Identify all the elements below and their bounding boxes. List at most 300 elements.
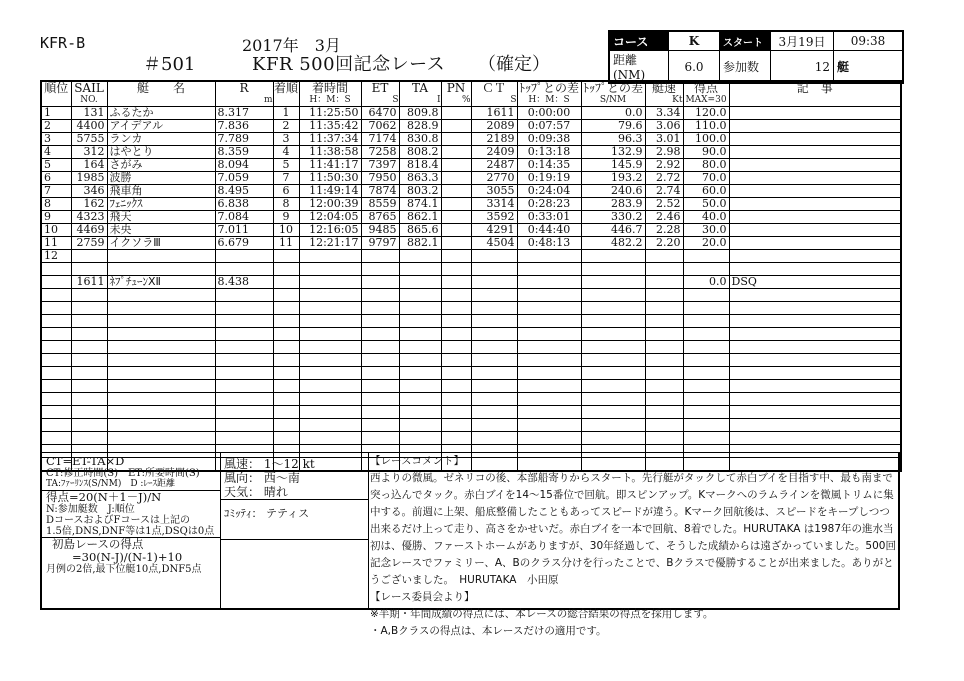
cell-pn: [441, 211, 471, 224]
cell-note: [729, 406, 901, 419]
cell-sail: [71, 341, 107, 354]
cell-rank: [41, 289, 71, 302]
cell-r: [215, 354, 273, 367]
cell-score: [683, 263, 729, 276]
cell-sail: 1985: [71, 172, 107, 185]
cell-sail: 312: [71, 146, 107, 159]
table-row: [41, 419, 901, 432]
cell-et: 7258: [361, 146, 399, 159]
cell-diff-snm: [581, 380, 645, 393]
cell-speed: [645, 354, 683, 367]
cell-diff-hms: [517, 393, 581, 406]
cell-name: 波勝: [107, 172, 215, 185]
fleet-code: KFR-B: [40, 34, 86, 52]
cell-ta: 818.4: [399, 159, 441, 172]
cell-ct: 2409: [471, 146, 517, 159]
weather-value: 晴れ: [263, 485, 288, 499]
committee-row: [224, 505, 309, 521]
table-row: [41, 224, 901, 237]
cell-speed: 3.06: [645, 120, 683, 133]
cell-name: イクソラⅢ: [107, 237, 215, 250]
cell-note: [729, 120, 901, 133]
cell-diff-hms: [517, 419, 581, 432]
cell-r: 7.084: [215, 211, 273, 224]
cell-sail: 5755: [71, 133, 107, 146]
cell-note: [729, 107, 901, 120]
cell-score: 20.0: [683, 237, 729, 250]
cell-et: [361, 250, 399, 263]
cell-speed: [645, 393, 683, 406]
cell-sail: [71, 419, 107, 432]
cell-score: [683, 315, 729, 328]
cell-diff-snm: 446.7: [581, 224, 645, 237]
committee-note: ※半期・年間成績の得点には、本レースの総合結果の得点を採用します。: [370, 608, 714, 620]
cell-finish: [299, 406, 361, 419]
cell-speed: [645, 367, 683, 380]
table-row: [41, 159, 901, 172]
comment-heading: 【レースコメント】: [370, 455, 464, 467]
column-header: 記 事: [729, 81, 901, 94]
cell-pn: [441, 419, 471, 432]
column-header: S/NM: [581, 94, 645, 107]
cell-order: [273, 341, 299, 354]
cell-rank: [41, 432, 71, 445]
cell-diff-hms: 0:48:13: [517, 237, 581, 250]
cell-speed: 2.28: [645, 224, 683, 237]
cell-et: 9485: [361, 224, 399, 237]
column-header: ﾄｯﾌﾟとの差: [582, 81, 643, 95]
cell-ct: [471, 380, 517, 393]
cell-name: はやとり: [107, 146, 215, 159]
column-header: H：M：S: [517, 94, 581, 107]
cell-name: アイデアル: [107, 120, 215, 133]
cell-ta: 828.9: [399, 120, 441, 133]
cell-note: [729, 315, 901, 328]
cell-note: [729, 341, 901, 354]
cell-finish: [299, 367, 361, 380]
cell-speed: [645, 419, 683, 432]
cell-et: [361, 276, 399, 289]
cell-rank: [41, 406, 71, 419]
cell-diff-hms: 0:14:35: [517, 159, 581, 172]
cell-ct: [471, 432, 517, 445]
cell-diff-hms: [517, 315, 581, 328]
legend-course-rule: DコースおよびFコースは上記の: [46, 515, 190, 526]
cell-ct: 2189: [471, 133, 517, 146]
cell-name: 飛天: [107, 211, 215, 224]
cell-speed: [645, 263, 683, 276]
cell-order: [273, 263, 299, 276]
cell-sail: [71, 367, 107, 380]
cell-order: 6: [273, 185, 299, 198]
cell-finish: 11:25:50: [299, 107, 361, 120]
cell-speed: 3.34: [645, 107, 683, 120]
table-row: [41, 185, 901, 198]
table-row: [41, 393, 901, 406]
cell-diff-snm: [581, 328, 645, 341]
cell-sail: 1611: [71, 276, 107, 289]
cell-note: [729, 133, 901, 146]
cell-name: ﾈﾌﾟﾁｭｰﾝXⅡ: [107, 276, 215, 289]
committee-label: ｺﾐｯﾃｨ：: [224, 507, 263, 520]
cell-name: [107, 367, 215, 380]
race-info-box: [608, 30, 904, 84]
cell-name: [107, 315, 215, 328]
cell-speed: 2.46: [645, 211, 683, 224]
cell-r: [215, 263, 273, 276]
cell-finish: 12:00:39: [299, 198, 361, 211]
cell-speed: [645, 380, 683, 393]
cell-sail: 164: [71, 159, 107, 172]
conditions-divider: [220, 499, 368, 500]
column-header: 得点: [683, 81, 729, 94]
table-row: [41, 107, 901, 120]
cell-diff-snm: [581, 289, 645, 302]
column-header: 順位: [41, 81, 71, 94]
cell-ta: [399, 419, 441, 432]
cell-score: [683, 432, 729, 445]
cell-finish: 12:21:17: [299, 237, 361, 250]
cell-speed: [645, 432, 683, 445]
results-body: [41, 107, 901, 472]
cell-speed: 2.72: [645, 172, 683, 185]
cell-rank: [41, 367, 71, 380]
cell-diff-snm: [581, 276, 645, 289]
table-row: [41, 432, 901, 445]
table-row: [41, 276, 901, 289]
cell-et: [361, 419, 399, 432]
cell-speed: [645, 341, 683, 354]
results-table: [40, 80, 902, 472]
cell-pn: [441, 367, 471, 380]
cell-pn: [441, 354, 471, 367]
cell-score: [683, 393, 729, 406]
cell-rank: 4: [41, 146, 71, 159]
cell-rank: [41, 302, 71, 315]
cell-sail: [71, 432, 107, 445]
cell-finish: 11:38:58: [299, 146, 361, 159]
cell-diff-snm: [581, 419, 645, 432]
cell-name: ランカ: [107, 133, 215, 146]
cell-r: [215, 302, 273, 315]
column-header: NO.: [71, 94, 107, 107]
cell-ct: 4504: [471, 237, 517, 250]
cell-sail: [71, 263, 107, 276]
table-row: [41, 328, 901, 341]
cell-sail: [71, 328, 107, 341]
cell-diff-snm: [581, 250, 645, 263]
cell-diff-hms: [517, 380, 581, 393]
distance-label: 距離(NM): [609, 51, 669, 84]
cell-rank: 10: [41, 224, 71, 237]
cell-finish: [299, 432, 361, 445]
column-header: [273, 94, 299, 107]
cell-rank: [41, 341, 71, 354]
cell-r: 7.789: [215, 133, 273, 146]
cell-score: [683, 250, 729, 263]
cell-r: 8.495: [215, 185, 273, 198]
cell-name: [107, 341, 215, 354]
column-header: 着時間: [299, 81, 361, 94]
table-row: [41, 263, 901, 276]
cell-score: 40.0: [683, 211, 729, 224]
cell-order: [273, 302, 299, 315]
cell-diff-snm: 96.3: [581, 133, 645, 146]
column-header: [41, 94, 71, 107]
entries-label: 参加数: [720, 51, 771, 84]
cell-ta: [399, 289, 441, 302]
cell-r: [215, 367, 273, 380]
cell-r: [215, 432, 273, 445]
cell-name: 未央: [107, 224, 215, 237]
cell-ct: 3314: [471, 198, 517, 211]
cell-ct: [471, 302, 517, 315]
cell-name: [107, 250, 215, 263]
cell-ct: [471, 367, 517, 380]
cell-speed: [645, 328, 683, 341]
cell-pn: [441, 406, 471, 419]
cell-note: [729, 263, 901, 276]
cell-note: [729, 289, 901, 302]
cell-order: 8: [273, 198, 299, 211]
cell-finish: [299, 289, 361, 302]
cell-diff-hms: 0:19:19: [517, 172, 581, 185]
cell-ct: [471, 406, 517, 419]
cell-ta: 809.8: [399, 107, 441, 120]
cell-finish: 11:37:34: [299, 133, 361, 146]
cell-et: 7950: [361, 172, 399, 185]
cell-score: [683, 406, 729, 419]
cell-order: 3: [273, 133, 299, 146]
cell-order: [273, 380, 299, 393]
column-header: 艇速: [645, 81, 683, 94]
cell-r: [215, 419, 273, 432]
cell-pn: [441, 185, 471, 198]
cell-diff-snm: [581, 315, 645, 328]
cell-diff-snm: [581, 432, 645, 445]
table-row: [41, 133, 901, 146]
cell-rank: 8: [41, 198, 71, 211]
cell-ta: [399, 250, 441, 263]
cell-name: [107, 419, 215, 432]
start-date: 3月19日: [771, 31, 834, 51]
conditions-divider-lower: [220, 539, 368, 540]
cell-finish: [299, 302, 361, 315]
cell-ct: [471, 289, 517, 302]
cell-r: 8.438: [215, 276, 273, 289]
column-header: ﾄｯﾌﾟとの差: [518, 81, 579, 95]
column-header: S: [361, 94, 399, 107]
cell-diff-snm: 283.9: [581, 198, 645, 211]
cell-et: [361, 328, 399, 341]
cell-finish: [299, 328, 361, 341]
cell-rank: [41, 315, 71, 328]
cell-name: さがみ: [107, 159, 215, 172]
cell-rank: [41, 328, 71, 341]
cell-diff-hms: [517, 432, 581, 445]
cell-note: [729, 185, 901, 198]
cell-diff-snm: [581, 302, 645, 315]
cell-pn: [441, 341, 471, 354]
legend-hatsushima-title: 初島レースの得点: [42, 537, 220, 551]
cell-ta: [399, 406, 441, 419]
cell-ct: [471, 328, 517, 341]
cell-score: [683, 354, 729, 367]
cell-ta: 808.2: [399, 146, 441, 159]
table-row: [41, 250, 901, 263]
cell-order: [273, 432, 299, 445]
table-row: [41, 120, 901, 133]
cell-pn: [441, 315, 471, 328]
cell-pn: [441, 380, 471, 393]
cell-et: 8765: [361, 211, 399, 224]
cell-speed: [645, 315, 683, 328]
cell-order: 4: [273, 146, 299, 159]
cell-order: 2: [273, 120, 299, 133]
cell-ta: [399, 354, 441, 367]
cell-ta: [399, 328, 441, 341]
table-row: [41, 146, 901, 159]
cell-ct: [471, 419, 517, 432]
cell-speed: 2.92: [645, 159, 683, 172]
column-header: m: [215, 94, 273, 107]
cell-sail: [71, 315, 107, 328]
cell-speed: [645, 302, 683, 315]
column-header: S: [471, 94, 517, 107]
cell-sail: 4400: [71, 120, 107, 133]
column-header: I: [399, 94, 441, 107]
cell-ta: [399, 341, 441, 354]
cell-r: [215, 380, 273, 393]
cell-pn: [441, 289, 471, 302]
cell-r: [215, 328, 273, 341]
cell-finish: 12:16:05: [299, 224, 361, 237]
cell-pn: [441, 159, 471, 172]
cell-rank: [41, 419, 71, 432]
cell-ct: [471, 354, 517, 367]
wind-direction-label: 風向：: [224, 471, 261, 485]
cell-pn: [441, 146, 471, 159]
weather-row: [224, 483, 288, 500]
cell-diff-hms: [517, 367, 581, 380]
cell-score: [683, 419, 729, 432]
cell-order: 7: [273, 172, 299, 185]
cell-diff-snm: 193.2: [581, 172, 645, 185]
cell-ta: [399, 315, 441, 328]
column-header: R: [215, 81, 273, 94]
weather-label: 天気：: [224, 485, 261, 499]
course-label: コース: [609, 31, 669, 51]
cell-note: [729, 159, 901, 172]
cell-diff-hms: 0:07:57: [517, 120, 581, 133]
cell-diff-snm: [581, 393, 645, 406]
committee-value: テティス: [266, 507, 310, 520]
cell-order: [273, 393, 299, 406]
column-header: TA: [399, 81, 441, 94]
table-row: [41, 406, 901, 419]
legend-ta-terms: TA:ﾌｧｰﾘﾝｽ(S/NM) D :ﾚｰｽ距離: [46, 479, 175, 489]
start-time: 09:38: [834, 31, 904, 51]
cell-note: [729, 198, 901, 211]
cell-diff-hms: [517, 302, 581, 315]
cell-ta: 882.1: [399, 237, 441, 250]
cell-pn: [441, 198, 471, 211]
cell-order: [273, 406, 299, 419]
cell-name: [107, 380, 215, 393]
cell-ta: [399, 367, 441, 380]
column-header: 着順: [273, 81, 298, 95]
cell-sail: [71, 250, 107, 263]
cell-rank: 6: [41, 172, 71, 185]
cell-order: 1: [273, 107, 299, 120]
cell-pn: [441, 263, 471, 276]
cell-ta: 862.1: [399, 211, 441, 224]
cell-note: [729, 432, 901, 445]
cell-sail: [71, 354, 107, 367]
subheader-row: [41, 94, 901, 107]
cell-sail: [71, 289, 107, 302]
cell-speed: 2.52: [645, 198, 683, 211]
cell-order: [273, 367, 299, 380]
cell-note: [729, 380, 901, 393]
cell-ta: 874.1: [399, 198, 441, 211]
table-row: [41, 289, 901, 302]
cell-score: 30.0: [683, 224, 729, 237]
cell-rank: 2: [41, 120, 71, 133]
cell-diff-hms: [517, 289, 581, 302]
legend-ct-terms: CT:修正時間(S) ET:所要時間(S): [46, 468, 200, 479]
cell-pn: [441, 120, 471, 133]
cell-diff-hms: 0:24:04: [517, 185, 581, 198]
cell-pn: [441, 250, 471, 263]
cell-name: [107, 393, 215, 406]
cell-pn: [441, 237, 471, 250]
cell-note: DSQ: [729, 276, 901, 289]
cell-et: [361, 406, 399, 419]
cell-note: [729, 393, 901, 406]
cell-rank: [41, 354, 71, 367]
cell-sail: [71, 393, 107, 406]
cell-diff-hms: 0:00:00: [517, 107, 581, 120]
cell-order: [273, 289, 299, 302]
cell-et: [361, 302, 399, 315]
cell-et: [361, 263, 399, 276]
race-date: 2017年 3月: [242, 36, 341, 55]
comment-body: 西よりの微風。ゼネリコの後、本部船寄りからスタート。先行艇がタックして赤白ブイを目指す中、最も南まで突っ込んでタック。赤白ブイを14～15番位で回航。即スピンアップ。Kマークへのラムラインを微風トリムに集中する。前週に上架、船底整備したこともあってスピードが違う。Kマーク回航後は、スピードをキープしつつ出来るだけ上って走り、高さをかせいだ。赤白ブイを一本で回航、8着でした。HURUTAKA は1987年の進水当初は、優勝、ファーストホームがありますが、30年経過して、そうした成績からは遠ざかっていました。500回記念レースでファミリー、A、Bのクラス分けを行ったことで、Bクラスで優勝することが出来ました。ありがとうございました。 HURUTAKA 小田原: [370, 472, 896, 586]
cell-ta: 803.2: [399, 185, 441, 198]
cell-speed: [645, 250, 683, 263]
cell-r: 7.011: [215, 224, 273, 237]
cell-r: [215, 393, 273, 406]
cell-r: 8.094: [215, 159, 273, 172]
cell-et: 7397: [361, 159, 399, 172]
cell-r: 7.059: [215, 172, 273, 185]
table-row: [41, 302, 901, 315]
column-header: ＣＴ: [471, 81, 517, 94]
cell-speed: 2.98: [645, 146, 683, 159]
cell-order: 5: [273, 159, 299, 172]
column-header: MAX=30: [683, 94, 729, 107]
cell-diff-snm: [581, 367, 645, 380]
cell-order: [273, 354, 299, 367]
cell-et: [361, 354, 399, 367]
cell-finish: [299, 419, 361, 432]
table-row: [41, 354, 901, 367]
cell-ct: 2487: [471, 159, 517, 172]
wind-direction-value: 西～南: [263, 471, 300, 485]
cell-finish: [299, 276, 361, 289]
cell-name: [107, 406, 215, 419]
